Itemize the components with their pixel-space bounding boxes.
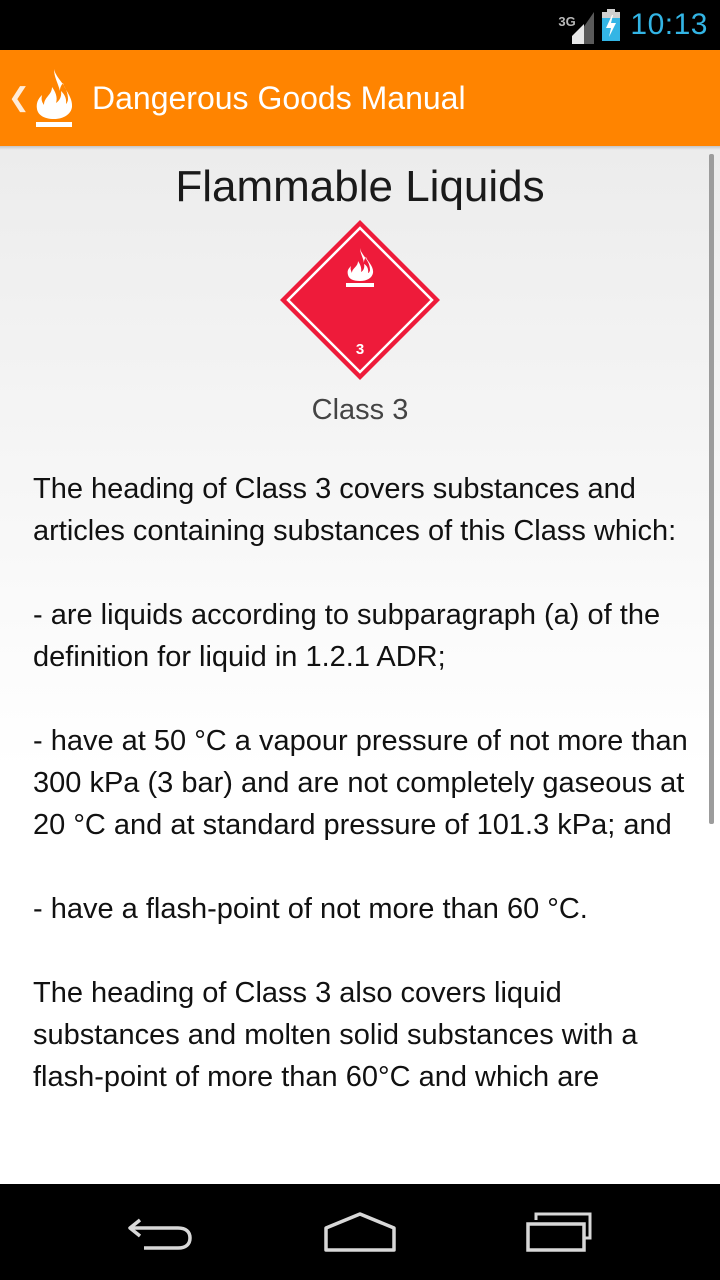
status-bar: [0, 0, 720, 50]
network-type-label: 3G: [558, 14, 576, 29]
class-3-placard: [278, 218, 442, 382]
status-icons: [558, 0, 708, 50]
action-bar-shadow: [0, 146, 720, 150]
flame-icon[interactable]: [30, 67, 78, 129]
placard-number: 3: [355, 341, 365, 358]
battery-charging-icon: [602, 9, 620, 41]
action-bar-title: Dangerous Goods Manual: [92, 79, 466, 116]
content-scroll-area[interactable]: [0, 146, 720, 1184]
action-bar: [0, 50, 720, 146]
home-button[interactable]: [290, 1184, 430, 1280]
signal-indicator: [558, 6, 594, 44]
description-paragraph: - are liquids according to subparagraph (a) of the definition for liquid in 1.2.1 ADR;: [33, 599, 661, 673]
description-paragraph: The heading of Class 3 covers substances and articles containing substances of this Class which:: [33, 473, 677, 547]
signal-icon: [558, 6, 594, 44]
chevron-left-icon[interactable]: ❮: [8, 83, 30, 113]
page-title: Flammable Liquids: [175, 162, 545, 211]
home-icon: [320, 1210, 400, 1254]
back-button[interactable]: [90, 1184, 230, 1280]
description-paragraph: The heading of Class 3 also covers liquid substances and molten solid substances with a flash-point of more than 60°C and which are: [33, 977, 638, 1093]
class-label: Class 3: [311, 394, 409, 426]
recent-apps-button[interactable]: [490, 1184, 630, 1280]
recent-apps-icon: [524, 1210, 596, 1254]
description-paragraph: - have a flash-point of not more than 60 °C.: [33, 893, 588, 925]
scrollbar[interactable]: [709, 154, 714, 824]
description-paragraph: - have at 50 °C a vapour pressure of not more than 300 kPa (3 bar) and are not completely gaseous at 20 °C and at standard pressure of 101.3 kPa; and: [33, 725, 688, 841]
back-icon: [124, 1212, 196, 1252]
class-description: [33, 468, 698, 1140]
navigation-bar: [0, 1184, 720, 1280]
status-clock: 10:13: [630, 8, 708, 41]
